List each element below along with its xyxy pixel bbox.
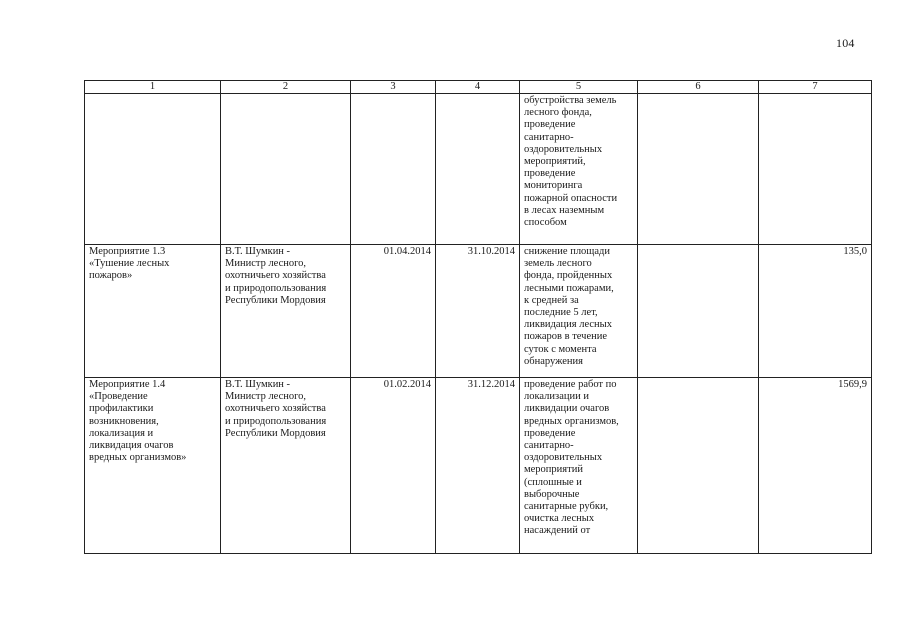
end-date-cell: 31.12.2014 bbox=[436, 378, 520, 554]
funding-cell: 1569,9 bbox=[759, 378, 872, 554]
cell-line: «Тушение лесных bbox=[89, 258, 170, 270]
cell-line: очистка лесных bbox=[524, 513, 595, 525]
cell-line: последние 5 лет, bbox=[524, 307, 598, 319]
column-header-4: 4 bbox=[436, 81, 520, 94]
column-header-2: 2 bbox=[221, 81, 351, 94]
cell-line: мероприятий, bbox=[524, 156, 586, 168]
responsible-cell bbox=[221, 94, 351, 245]
funding-cell bbox=[759, 94, 872, 245]
start-date-cell bbox=[351, 94, 436, 245]
end-date-cell bbox=[436, 94, 520, 245]
cell-line: лесными пожарами, bbox=[524, 282, 614, 294]
activity-name-cell bbox=[85, 378, 221, 554]
cell-line: пожаров в течение bbox=[524, 331, 608, 343]
cell-line: «Проведение bbox=[89, 391, 148, 403]
cell-line: мероприятий bbox=[524, 464, 583, 476]
column-header-5: 5 bbox=[520, 81, 638, 94]
cell-line: ликвидация лесных bbox=[524, 319, 612, 331]
cell-line: (сплошные и bbox=[524, 476, 582, 488]
page-number: 104 bbox=[836, 36, 855, 50]
cell-line: вредных организмов» bbox=[89, 452, 187, 464]
indicator-cell bbox=[638, 378, 759, 554]
column-header-1: 1 bbox=[85, 81, 221, 94]
cell-line: санитарно- bbox=[524, 440, 574, 452]
cell-line: снижение площади bbox=[524, 246, 611, 257]
cell-line: суток с момента bbox=[524, 343, 597, 355]
cell-line: лесного фонда, bbox=[524, 107, 592, 119]
cell-line: локализации и bbox=[524, 391, 589, 403]
cell-line: фонда, пройденных bbox=[524, 270, 613, 282]
cell-line: проведение bbox=[524, 427, 576, 439]
cell-line: оздоровительных bbox=[524, 143, 603, 155]
cell-line: Министр лесного, bbox=[225, 391, 307, 403]
cell-line: насаждений от bbox=[524, 525, 591, 537]
activities-table bbox=[84, 80, 872, 554]
cell-line: оздоровительных bbox=[524, 452, 603, 464]
cell-line: в лесах наземным bbox=[524, 204, 605, 216]
cell-line: санитарно- bbox=[524, 131, 574, 143]
cell-line: выборочные bbox=[524, 488, 580, 500]
column-header-3: 3 bbox=[351, 81, 436, 94]
cell-line: охотничьего хозяйства bbox=[225, 270, 326, 282]
cell-line: Министр лесного, bbox=[225, 258, 307, 270]
cell-line: Мероприятие 1.4 bbox=[89, 379, 166, 390]
responsible-cell bbox=[221, 378, 351, 554]
cell-line: Мероприятие 1.3 bbox=[89, 246, 166, 257]
cell-line: проведение работ по bbox=[524, 379, 617, 390]
cell-line: пожаров» bbox=[89, 270, 133, 282]
cell-line: санитарные рубки, bbox=[524, 501, 609, 513]
cell-line: вредных организмов, bbox=[524, 415, 619, 427]
cell-line: возникновения, bbox=[89, 415, 159, 427]
cell-line: Республики Мордовия bbox=[225, 427, 326, 439]
indicator-cell bbox=[638, 245, 759, 378]
cell-line: Республики Мордовия bbox=[225, 294, 326, 306]
cell-line: профилактики bbox=[89, 403, 154, 415]
responsible-cell bbox=[221, 245, 351, 378]
result-cell bbox=[520, 245, 638, 378]
column-header-6: 6 bbox=[638, 81, 759, 94]
table-row bbox=[85, 245, 872, 378]
start-date-cell: 01.04.2014 bbox=[351, 245, 436, 378]
cell-line: В.Т. Шумкин - bbox=[225, 379, 291, 390]
cell-line: и природопользования bbox=[225, 415, 327, 427]
cell-line: локализация и bbox=[89, 427, 154, 439]
table-row bbox=[85, 378, 872, 554]
cell-line: проведение bbox=[524, 119, 576, 131]
activity-name-cell bbox=[85, 94, 221, 245]
table-row bbox=[85, 94, 872, 245]
cell-line: обнаружения bbox=[524, 355, 583, 367]
end-date-cell: 31.10.2014 bbox=[436, 245, 520, 378]
start-date-cell: 01.02.2014 bbox=[351, 378, 436, 554]
cell-line: к средней за bbox=[524, 294, 579, 306]
cell-line: мониторинга bbox=[524, 180, 583, 192]
header-row bbox=[85, 81, 872, 94]
cell-line: пожарной опасности bbox=[524, 192, 618, 204]
cell-line: ликвидации очагов bbox=[524, 403, 610, 415]
cell-line: способом bbox=[524, 217, 567, 229]
cell-line: ликвидация очагов bbox=[89, 440, 174, 452]
activity-name-cell bbox=[85, 245, 221, 378]
cell-line: земель лесного bbox=[524, 258, 592, 270]
column-header-7: 7 bbox=[759, 81, 872, 94]
cell-line: проведение bbox=[524, 168, 576, 180]
cell-line: обустройства земель bbox=[524, 95, 617, 106]
funding-cell: 135,0 bbox=[759, 245, 872, 378]
indicator-cell bbox=[638, 94, 759, 245]
cell-line: В.Т. Шумкин - bbox=[225, 246, 291, 257]
result-cell bbox=[520, 378, 638, 554]
cell-line: и природопользования bbox=[225, 282, 327, 294]
cell-line: охотничьего хозяйства bbox=[225, 403, 326, 415]
result-cell bbox=[520, 94, 638, 245]
